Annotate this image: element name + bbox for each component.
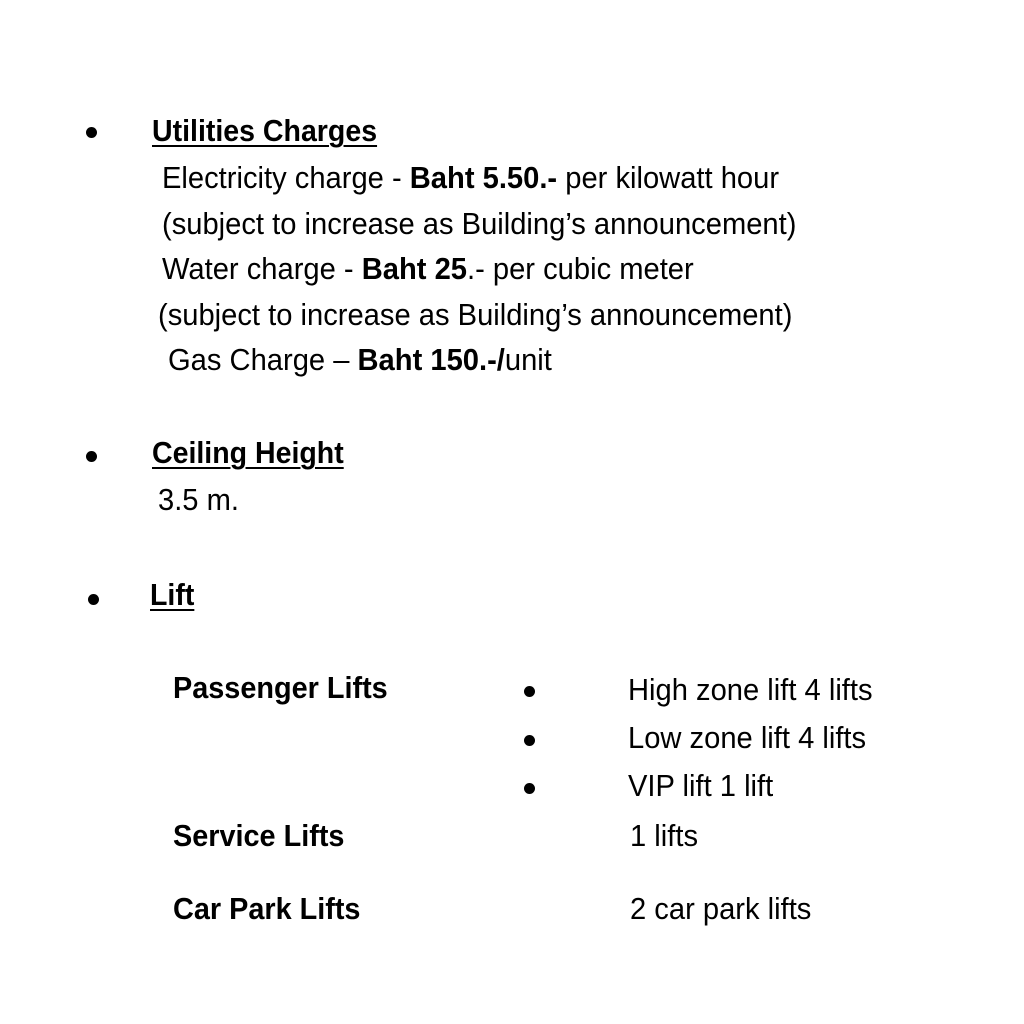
bullet-lift: [88, 594, 99, 605]
lift-heading: Lift: [150, 577, 195, 612]
gas-amount: Baht 150.-/: [357, 342, 505, 377]
water-note: (subject to increase as Building’s announcement): [158, 297, 793, 332]
carpark-lifts-value: 2 car park lifts: [630, 891, 812, 926]
passenger-lift-item: High zone lift 4 lifts: [628, 672, 873, 707]
water-charge-line: [162, 251, 694, 287]
electricity-suffix: per kilowatt hour: [557, 160, 780, 195]
ceiling-heading: Ceiling Height: [152, 435, 344, 470]
gas-charge-line: [168, 342, 552, 378]
electricity-prefix: Electricity charge -: [162, 160, 410, 195]
bullet-ceiling: [86, 451, 97, 462]
electricity-amount: Baht 5.50.-: [409, 160, 558, 195]
service-lifts-label: Service Lifts: [173, 818, 345, 853]
electricity-charge-line: [162, 160, 779, 196]
passenger-lift-item: Low zone lift 4 lifts: [628, 720, 867, 755]
service-lifts-value: 1 lifts: [630, 818, 699, 853]
ceiling-value: 3.5 m.: [158, 482, 239, 517]
passenger-lift-item: VIP lift 1 lift: [628, 768, 774, 803]
water-prefix: Water charge -: [162, 251, 362, 286]
bullet-passenger-3: [524, 783, 535, 794]
electricity-note: (subject to increase as Building’s announcement): [162, 206, 797, 241]
bullet-passenger-1: [524, 686, 535, 697]
gas-suffix: unit: [504, 342, 552, 377]
utilities-heading: Utilities Charges: [152, 113, 378, 148]
carpark-lifts-label: Car Park Lifts: [173, 891, 361, 926]
bullet-utilities: [86, 127, 97, 138]
bullet-passenger-2: [524, 735, 535, 746]
passenger-lifts-label: Passenger Lifts: [173, 670, 388, 705]
water-suffix: .- per cubic meter: [467, 251, 694, 286]
water-amount: Baht 25: [361, 251, 468, 286]
gas-prefix: Gas Charge –: [168, 342, 358, 377]
